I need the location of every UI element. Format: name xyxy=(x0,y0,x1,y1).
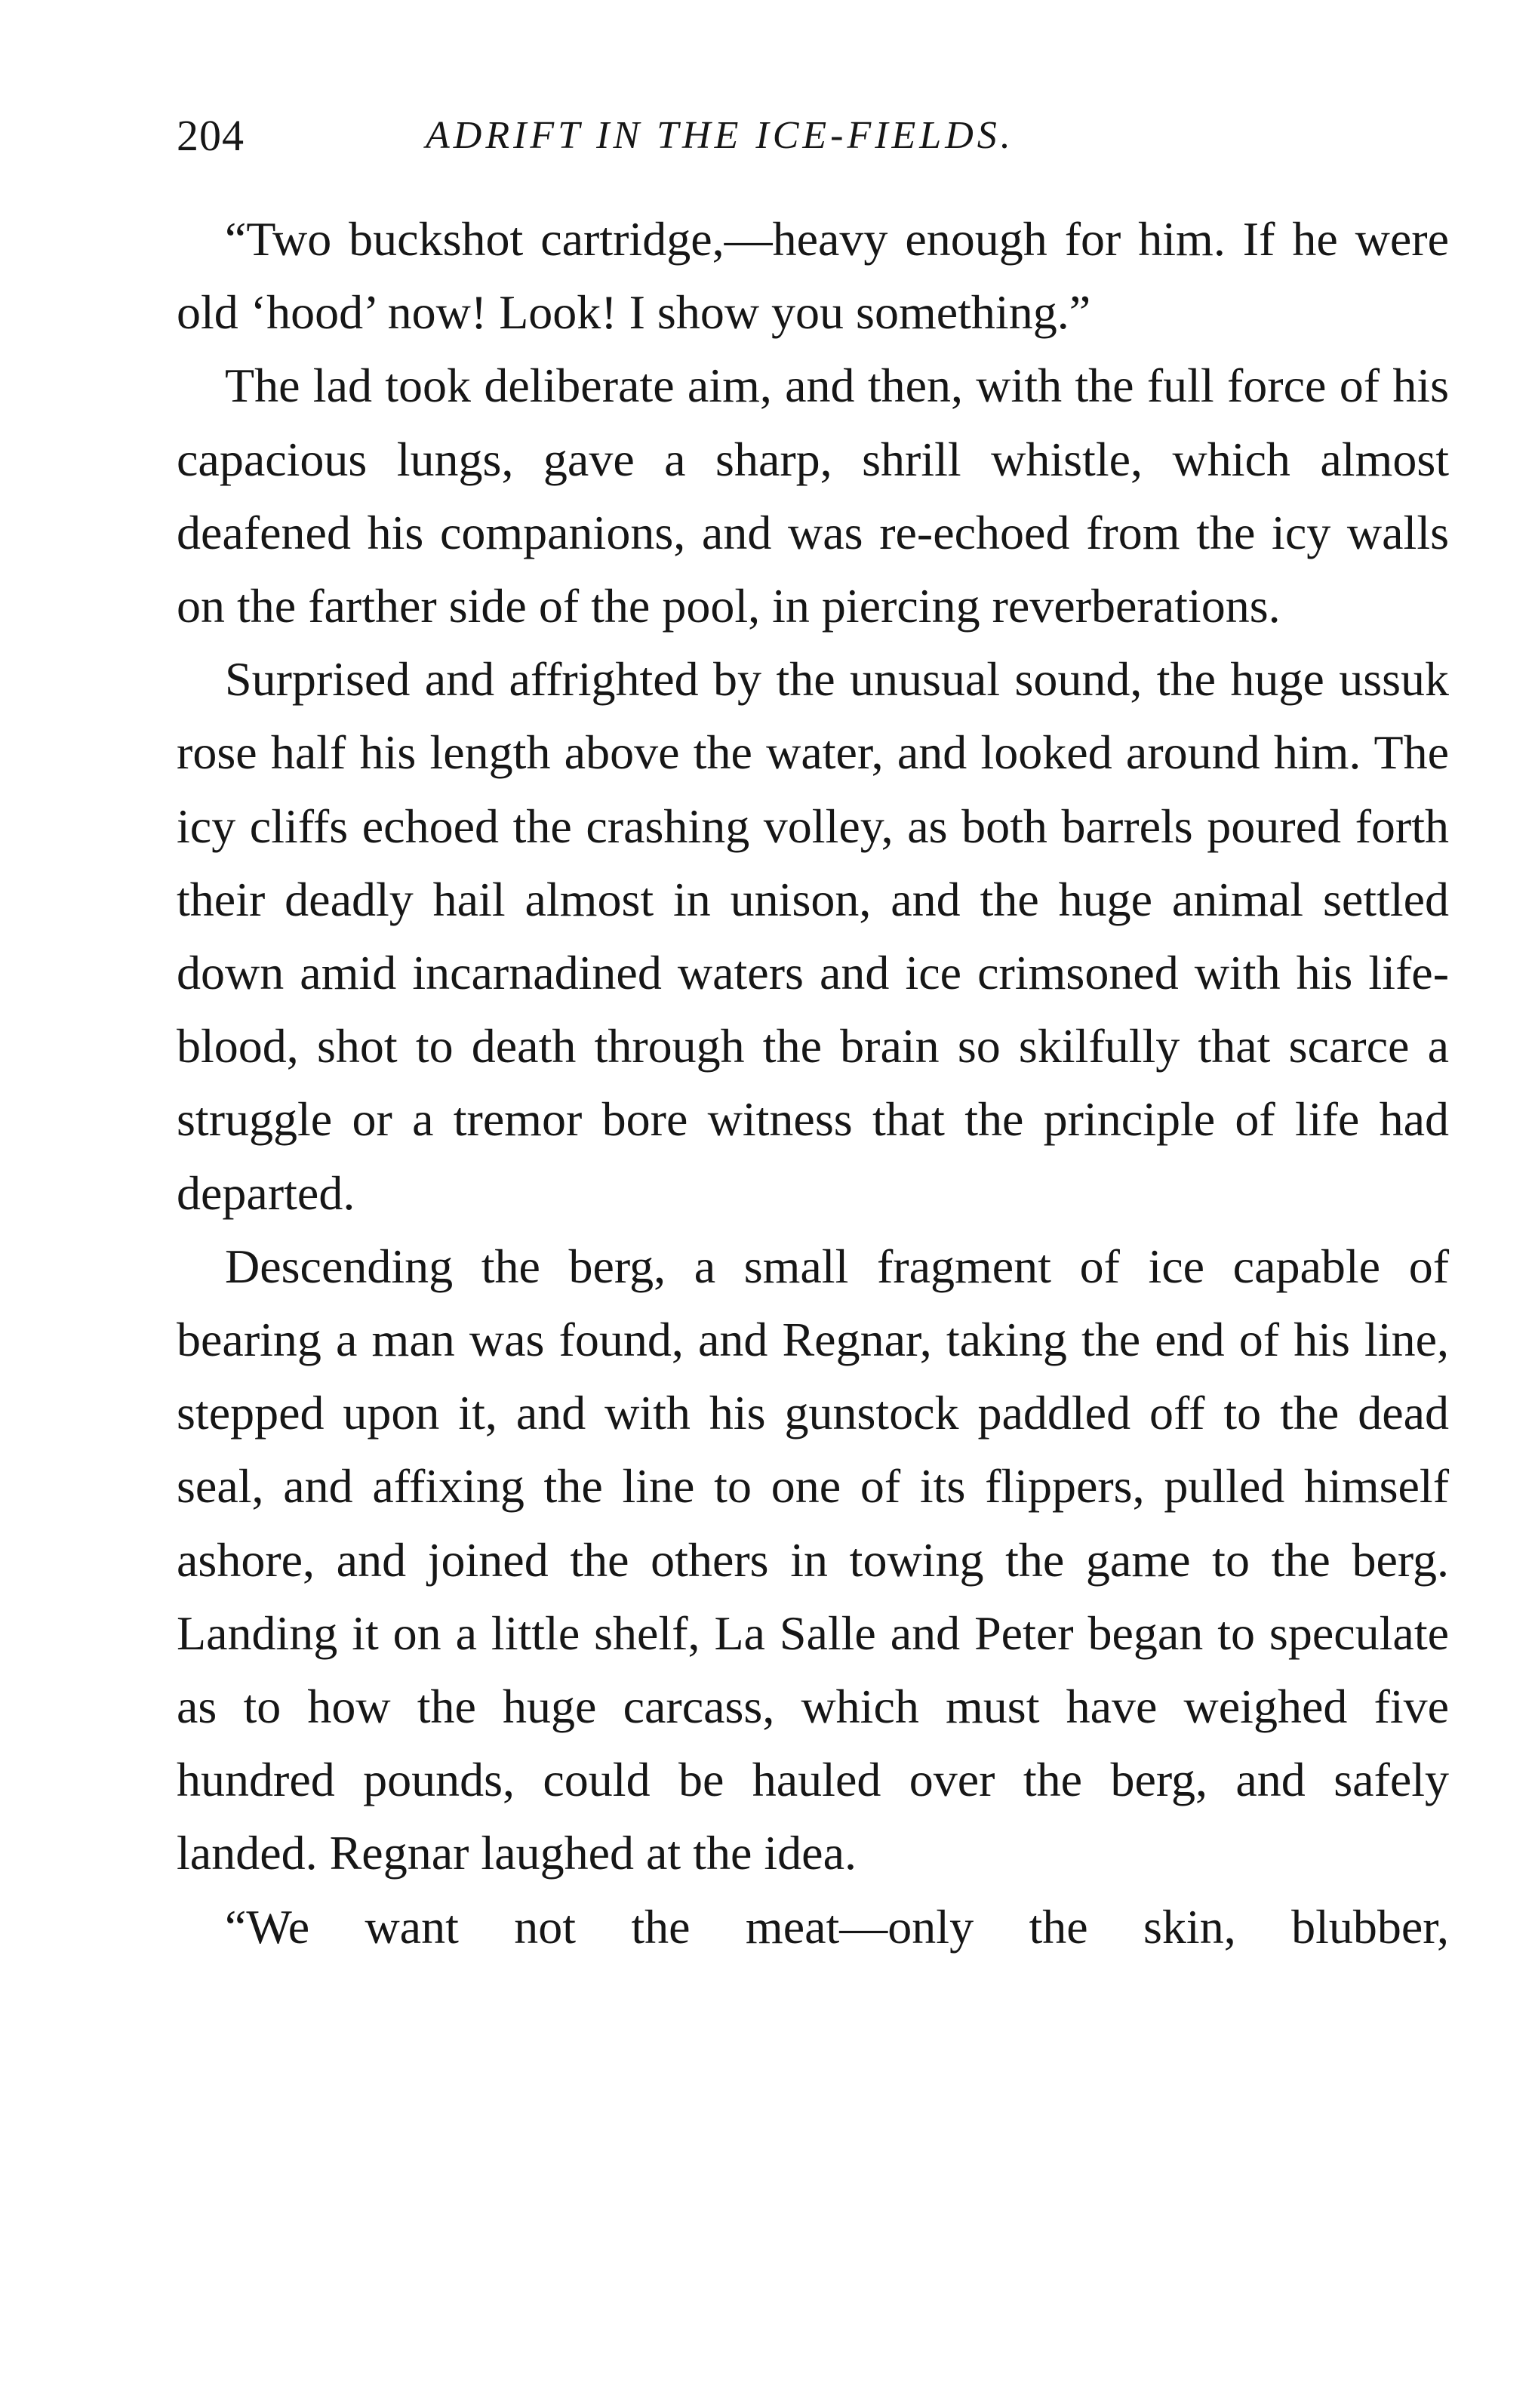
running-title: ADRIFT IN THE ICE-FIELDS. xyxy=(426,114,1014,157)
paragraph: The lad took deliberate aim, and then, with the full force of his capacious lungs, gave a sharp, shrill whistle, which almost deafened his companions, and was re-echoed from the icy walls on the farther side of the pool, in piercing reverberations. xyxy=(177,359,1449,633)
paragraph: Descending the berg, a small fragment of ice capable of bearing a man was found, and Regnar, taking the end of his line, stepped upon it, and with his gunstock paddled off to the dead seal, and affixing the line to one of its flippers, pulled himself ashore, and joined the others in towing the game to the berg. Landing it on a little shelf, La Salle and Peter began to speculate as to how the huge carcass, which must have weighed five hundred pounds, could be hauled over the berg, and safely landed. Regnar laughed at the idea. xyxy=(177,1239,1449,1880)
page-header xyxy=(177,106,1444,166)
paragraph: Surprised and affrighted by the unusual sound, the huge ussuk rose half his length above the water, and looked around him. The icy cliffs echoed the crashing volley, as both barrels poured forth their deadly hail almost in unison, and the huge animal settled down amid incarnadined waters and ice crimsoned with his life-blood, shot to death through the brain so skilfully that scarce a struggle or a tremor bore witness that the principle of life had departed. xyxy=(177,652,1449,1220)
page-number: 204 xyxy=(177,111,245,160)
body-text xyxy=(177,202,1449,1963)
paragraph: “We want not the meat—only the skin, blubber, xyxy=(225,1899,1449,1954)
paragraph: “Two buckshot cartridge,—heavy enough for him. If he were old ‘hood’ now! Look! I show you something.” xyxy=(177,212,1449,340)
